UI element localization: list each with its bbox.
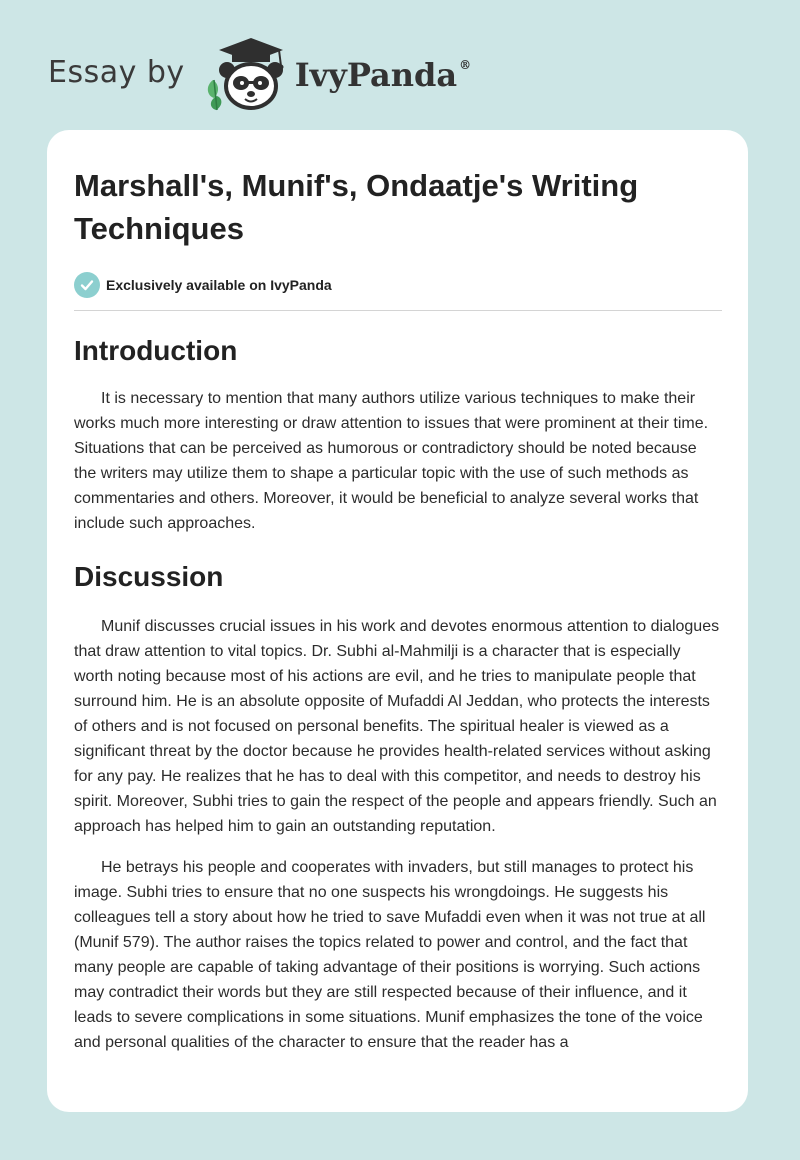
paragraph: Munif discusses crucial issues in his work and devotes enormous attention to dialogues that draw attention to vital topics. Dr. Subhi al-Mahmilji is a character that is especially worth noting because most of his actions are evil, and he tries to manipulate people that surround him. He is an absolute opposite of Mufaddi Al Jeddan, who protects the interests of others and is not focused on personal benefits. The spiritual healer is viewed as a significant threat by the doctor because he provides health-related services without asking for any pay. He realizes that he has to deal with this competitor, and needs to destroy his spirit. Moreover, Subhi tries to gain the respect of the people and appears friendly. Such an approach has helped him to gain an outstanding reputation. [74, 618, 720, 835]
paragraph: It is necessary to mention that many authors utilize various techniques to make their works much more interesting or draw attention to issues that were prominent at their time. Situations that can be perceived as humorous or contradictory should be noted because the writers may utilize them to shape a particular topic with the use of such methods as commentaries and others. Moreover, it would be beneficial to analyze several works that include such approaches. [74, 390, 709, 532]
brand-name[interactable]: IvyPanda ® [294, 56, 472, 94]
essay-title: Marshall's, Munif's, Ondaatje's Writing Techniques [74, 168, 639, 246]
brand-prefix: Essay by [48, 54, 185, 90]
panda-graduate-icon[interactable] [199, 36, 291, 112]
section-heading-discussion: Discussion [74, 561, 224, 592]
exclusive-label: Exclusively available on IvyPanda [106, 277, 332, 293]
section-heading-introduction: Introduction [74, 335, 238, 366]
checkmark-icon [74, 272, 100, 298]
exclusive-badge [74, 272, 722, 298]
paragraph: He betrays his people and cooperates with invaders, but still manages to protect his image. Subhi tries to ensure that no one suspects his wrongdoings. He suggests his colleagues tell a story about how he tried to save Mufaddi even when it was not true at all (Munif 579). The author raises the topics related to power and control, and the fact that many people are capable of taking advantage of their positions is worrying. Such actions may contradict their words but they are still respected because of their influence, and it leads to severe complications in some situations. Munif emphasizes the tone of the voice and personal qualities of the character to ensure that the reader has a [74, 859, 706, 1051]
essay-card [47, 130, 748, 1112]
registered-mark: ® [459, 58, 472, 72]
divider [74, 310, 722, 311]
site-header [48, 36, 471, 112]
